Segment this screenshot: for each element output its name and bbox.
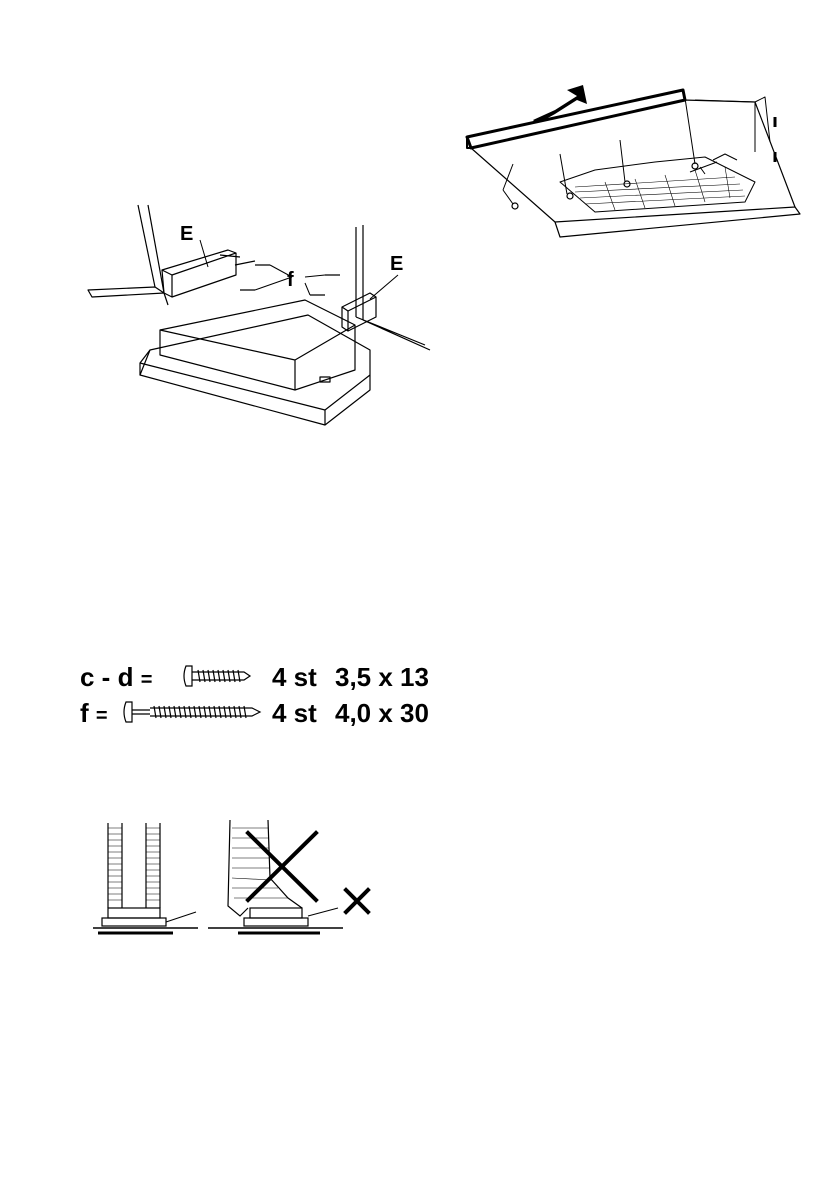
hood-pullout-figure: [455, 82, 810, 262]
screw-label-cd: c - d =: [80, 662, 153, 692]
screw-size-cd: 3,5 x 13: [335, 662, 429, 692]
short-screw-icon: [182, 664, 252, 688]
screw-quantity-cd: 4 st: [272, 662, 317, 692]
cabinet-mounting-drawing: [80, 195, 440, 435]
label-f: f: [287, 269, 294, 291]
cabinet-mounting-figure: [80, 195, 440, 435]
hood-pullout-drawing: [455, 82, 810, 262]
screw-quantity-f: 4 st: [272, 698, 317, 728]
cross-icon: [346, 890, 368, 912]
screw-size-f: 4,0 x 30: [335, 698, 429, 728]
screw-label-f: f =: [80, 698, 108, 728]
correct-duct: [93, 823, 198, 933]
wrong-duct: [208, 820, 343, 933]
label-e-right: E: [390, 253, 404, 275]
duct-connection-drawing: [88, 818, 388, 948]
screw-row-cd: [80, 660, 440, 692]
cross-icon: [248, 833, 316, 900]
label-e-left: E: [180, 223, 194, 245]
long-screw-icon: [122, 700, 262, 724]
duct-connection-figure: [88, 818, 388, 948]
screw-row-f: [80, 696, 440, 728]
